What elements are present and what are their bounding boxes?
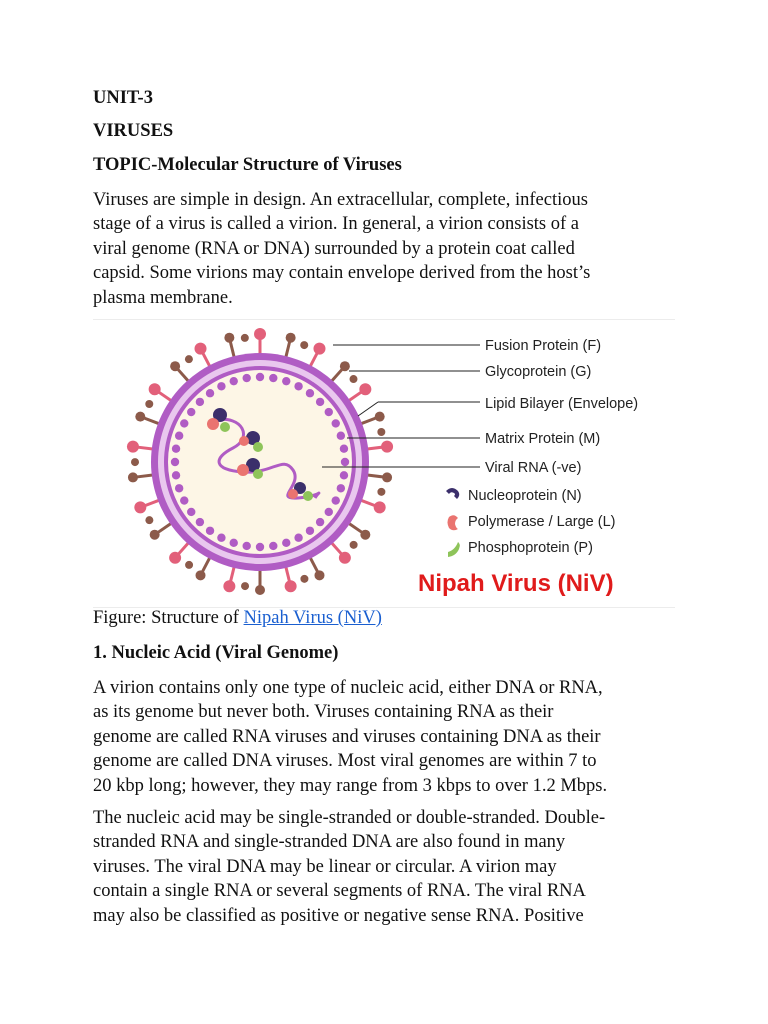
phosphoprotein-icon	[303, 491, 313, 501]
fusion-protein-spike	[359, 500, 386, 514]
matrix-protein-dot	[172, 471, 180, 479]
phosphoprotein-icon	[253, 442, 263, 452]
matrix-protein-dot	[172, 445, 180, 453]
matrix-protein-dot	[316, 518, 324, 526]
matrix-label: Matrix Protein (M)	[485, 431, 601, 447]
matrix-protein-dot	[325, 408, 333, 416]
paragraph-line: 20 kbp long; however, they may range from 3 kbps to over 1.2 Mbps.	[93, 775, 608, 796]
fusion-protein-spike	[330, 541, 351, 563]
matrix-protein-dot	[206, 389, 214, 397]
matrix-protein-dot	[243, 374, 251, 382]
matrix-protein-dot	[316, 398, 324, 406]
fusion-protein-spike	[309, 343, 325, 368]
intro-line: viral genome (RNA or DNA) surrounded by a protein coat called	[93, 238, 575, 259]
polymerase-legend-icon	[448, 515, 459, 530]
paragraph-line: may also be classified as positive or negative sense RNA. Positive	[93, 905, 584, 926]
section1-heading: 1. Nucleic Acid (Viral Genome)	[93, 643, 339, 663]
chapter-heading: VIRUSES	[93, 121, 174, 141]
section1-paragraph-2	[93, 806, 678, 928]
matrix-protein-dot	[243, 542, 251, 550]
poly-legend-label: Polymerase / Large (L)	[468, 514, 616, 530]
polymerase-icon	[239, 436, 249, 446]
fusion-protein-spike	[127, 441, 155, 453]
matrix-protein-dot	[180, 419, 188, 427]
fusion-protein-spike	[285, 565, 297, 592]
paragraph-line: stranded RNA and single-stranded DNA are also found in many	[93, 832, 566, 853]
matrix-protein-dot	[306, 389, 314, 397]
matrix-protein-dot	[230, 377, 238, 385]
matrix-protein-dot	[256, 373, 264, 381]
matrix-protein-dot	[187, 408, 195, 416]
intro-line: capsid. Some virions may contain envelope derived from the host’s	[93, 263, 591, 284]
unit-heading: UNIT-3	[93, 88, 153, 108]
matrix-protein-dot	[269, 542, 277, 550]
paragraph-line: The nucleic acid may be single-stranded or double-stranded. Double-	[93, 808, 606, 828]
matrix-protein-dot	[180, 496, 188, 504]
virion-core	[168, 370, 352, 554]
matrix-protein-dot	[217, 382, 225, 390]
fusion-protein-spike	[254, 328, 266, 356]
matrix-protein-dot	[340, 445, 348, 453]
paragraph-line: A virion contains only one type of nucleic acid, either DNA or RNA,	[93, 678, 603, 698]
paragraph-line: contain a single RNA or several segments of RNA. The viral RNA	[93, 881, 586, 902]
phosphoprotein-icon	[253, 469, 263, 479]
matrix-protein-dot	[332, 496, 340, 504]
glycoprotein-spike	[135, 400, 161, 424]
matrix-protein-dot	[196, 518, 204, 526]
fusion-protein-spike	[347, 383, 371, 401]
matrix-protein-dot	[269, 374, 277, 382]
fusion-protein-spike	[169, 541, 190, 563]
glycoprotein-spike	[285, 333, 308, 359]
figure-caption	[93, 608, 382, 629]
phospho-legend-label: Phosphoprotein (P)	[468, 540, 593, 556]
intro-line: Viruses are simple in design. An extracellular, complete, infectious	[93, 190, 588, 210]
matrix-protein-dot	[294, 534, 302, 542]
paragraph-line: genome are called RNA viruses and viruses containing DNA as their	[93, 726, 601, 747]
glycoprotein-spike	[128, 458, 155, 482]
fusion-protein-spike	[134, 500, 161, 514]
legend	[446, 488, 615, 557]
matrix-protein-dot	[230, 539, 238, 547]
matrix-protein-dot	[196, 398, 204, 406]
matrix-protein-dot	[206, 527, 214, 535]
fusion-protein-spike	[365, 441, 393, 453]
virus-diagram	[93, 320, 675, 607]
phosphoprotein-icon	[220, 422, 230, 432]
matrix-protein-dot	[341, 458, 349, 466]
nucleoprotein-legend-icon	[446, 488, 459, 499]
polymerase-icon	[237, 464, 249, 476]
phosphoprotein-legend-icon	[448, 542, 460, 557]
matrix-protein-dot	[325, 508, 333, 516]
figure-title: Nipah Virus (NiV)	[418, 570, 614, 597]
matrix-protein-dot	[217, 534, 225, 542]
intro-paragraph	[93, 188, 678, 310]
nipah-virus-figure	[93, 319, 675, 608]
matrix-protein-dot	[282, 377, 290, 385]
fusion-protein-spike	[223, 565, 235, 592]
glycoprotein-spike	[365, 472, 392, 495]
matrix-protein-dot	[282, 539, 290, 547]
paragraph-line: as its genome but never both. Viruses containing RNA as their	[93, 702, 554, 723]
glycoprotein-spike	[330, 361, 357, 383]
fusion-label: Fusion Protein (F)	[485, 338, 602, 354]
lipid-leader-a	[358, 402, 378, 416]
paragraph-line: viruses. The viral DNA may be linear or circular. A virion may	[93, 856, 557, 877]
glycoprotein-spike	[185, 556, 211, 580]
polymerase-icon	[207, 418, 219, 430]
glyco-label: Glycoprotein (G)	[485, 364, 592, 380]
caption-prefix: Figure: Structure of	[93, 608, 244, 628]
matrix-protein-dot	[294, 382, 302, 390]
intro-line: stage of a virus is called a virion. In general, a virion consists of a	[93, 214, 579, 235]
glycoprotein-spike	[241, 568, 265, 595]
fusion-protein-spike	[149, 383, 173, 401]
matrix-protein-dot	[340, 471, 348, 479]
matrix-protein-dot	[187, 508, 195, 516]
matrix-protein-dot	[332, 419, 340, 427]
matrix-protein-dot	[256, 543, 264, 551]
rna-label: Viral RNA (-ve)	[485, 460, 582, 476]
matrix-protein-dot	[337, 432, 345, 440]
topic-heading: TOPIC-Molecular Structure of Viruses	[93, 155, 402, 175]
glycoprotein-spike	[170, 355, 193, 382]
nipah-virus-link[interactable]: Nipah Virus (NiV)	[243, 608, 382, 628]
matrix-protein-dot	[306, 527, 314, 535]
lipid-label: Lipid Bilayer (Envelope)	[485, 396, 639, 412]
matrix-protein-dot	[171, 458, 179, 466]
glycoprotein-spike	[347, 522, 370, 549]
intro-line: plasma membrane.	[93, 287, 233, 308]
fusion-protein-spike	[195, 343, 211, 368]
matrix-protein-dot	[337, 484, 345, 492]
matrix-protein-dot	[175, 484, 183, 492]
polymerase-icon	[288, 489, 298, 499]
nucleo-legend-label: Nucleoprotein (N)	[468, 488, 582, 504]
matrix-protein-dot	[175, 432, 183, 440]
section1-paragraph-1	[93, 676, 678, 798]
paragraph-line: genome are called DNA viruses. Most viral genomes are within 7 to	[93, 751, 597, 772]
